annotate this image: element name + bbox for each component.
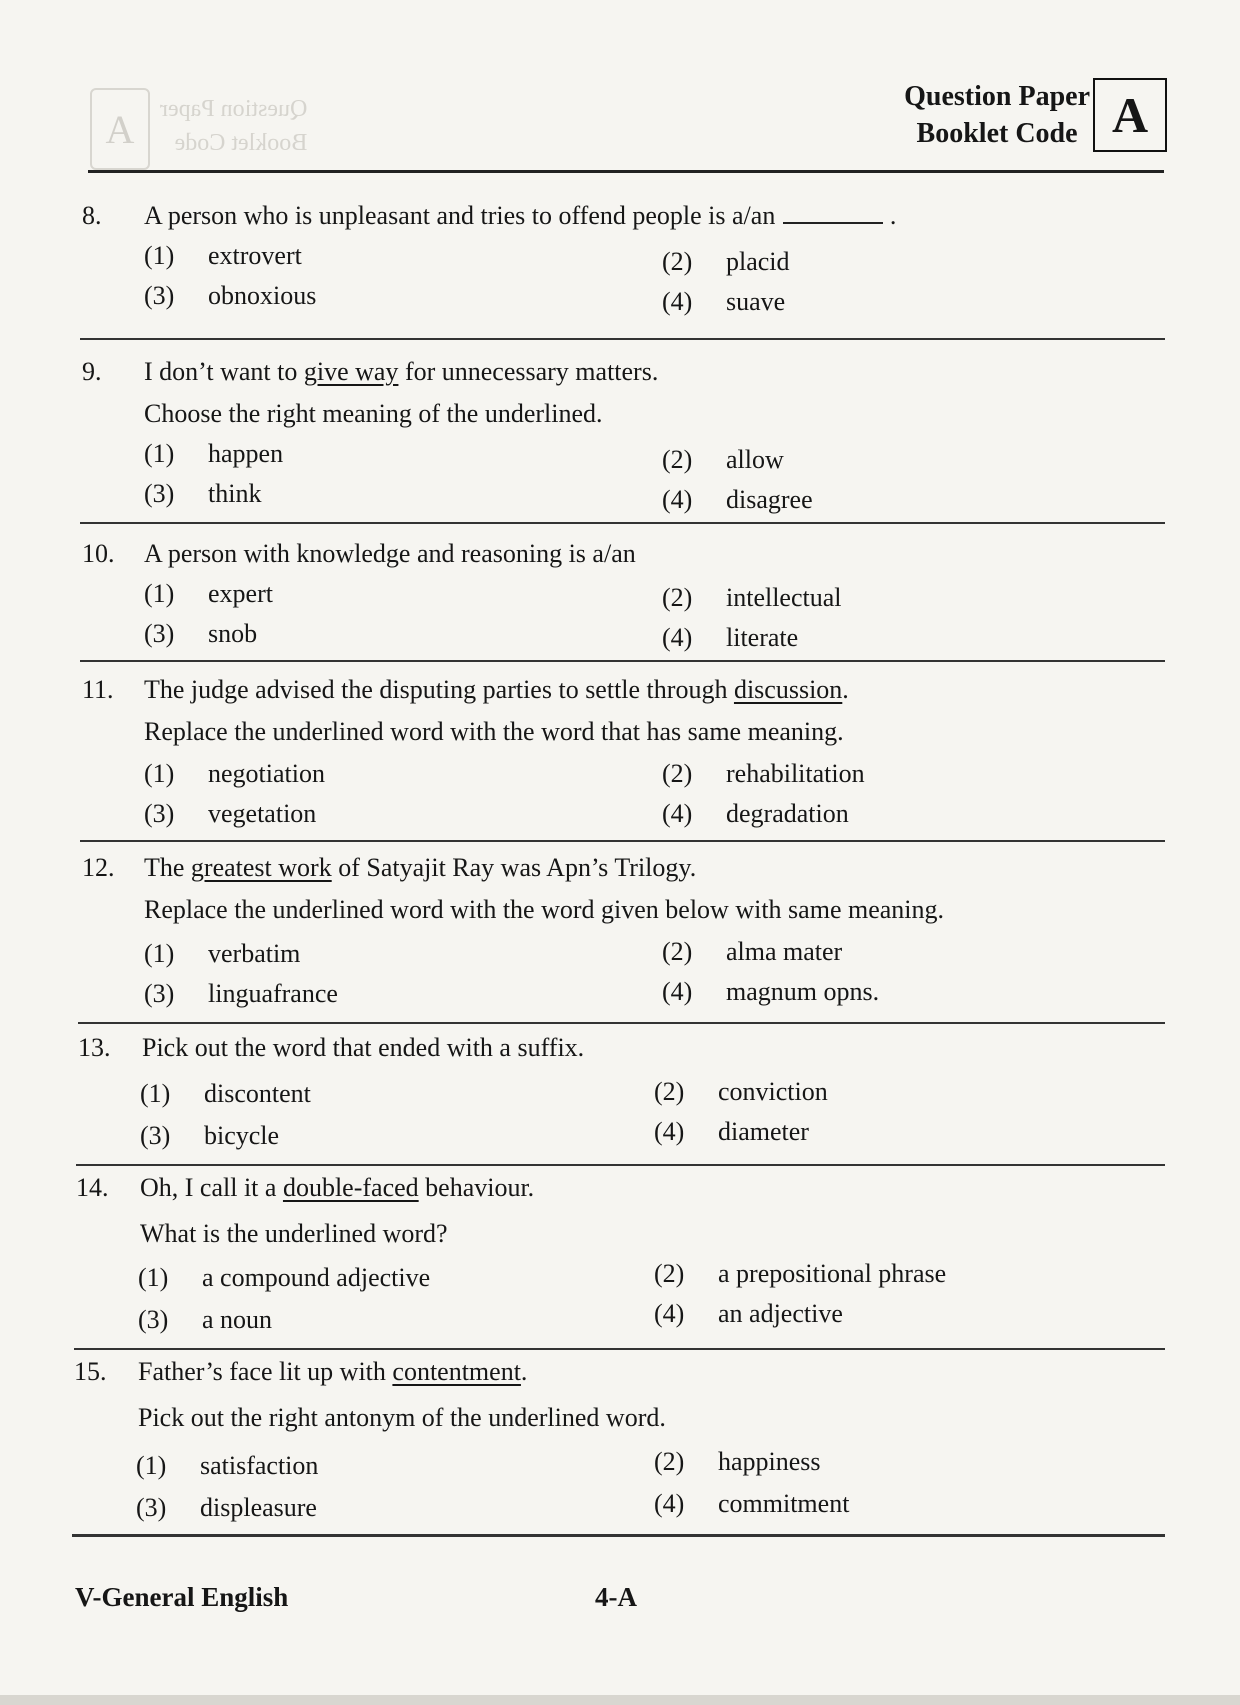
option-text: degradation xyxy=(726,799,849,828)
option-text: displeasure xyxy=(200,1493,317,1522)
option-text: placid xyxy=(726,247,790,276)
question-number: 12. xyxy=(82,853,115,882)
question-divider xyxy=(80,840,1165,842)
question-stem xyxy=(144,670,1144,710)
option-2[interactable] xyxy=(662,578,842,618)
stem-part: The xyxy=(144,853,191,882)
question-divider xyxy=(74,1348,1165,1350)
option-3[interactable] xyxy=(144,614,257,654)
question-number: 15. xyxy=(74,1357,107,1386)
option-label: (2) xyxy=(654,1447,685,1476)
question-number: 10. xyxy=(82,539,115,568)
booklet-code-box: A xyxy=(1093,78,1167,152)
option-text: extrovert xyxy=(208,241,302,270)
option-text: conviction xyxy=(718,1077,828,1106)
option-label: (1) xyxy=(144,579,175,608)
option-text: linguafrance xyxy=(208,979,338,1008)
option-label: (4) xyxy=(654,1117,685,1146)
option-label: (3) xyxy=(144,479,175,508)
option-text: intellectual xyxy=(726,583,842,612)
option-text: allow xyxy=(726,445,784,474)
option-text: happiness xyxy=(718,1447,821,1476)
question-divider xyxy=(80,338,1165,340)
option-label: (1) xyxy=(144,759,175,788)
option-3[interactable] xyxy=(140,1116,279,1156)
option-label: (1) xyxy=(144,241,175,270)
option-label: (1) xyxy=(140,1079,171,1108)
option-text: negotiation xyxy=(208,759,325,788)
option-2[interactable] xyxy=(662,440,784,480)
question-instruction: Choose the right meaning of the underlined. xyxy=(144,399,603,428)
question-divider xyxy=(72,1534,1165,1537)
option-text: a compound adjective xyxy=(202,1263,431,1292)
option-label: (3) xyxy=(136,1493,167,1522)
option-label: (2) xyxy=(654,1077,685,1106)
question-instruction: Replace the underlined word with the word given below with same meaning. xyxy=(144,895,945,924)
question-stem xyxy=(144,848,1144,888)
option-2[interactable] xyxy=(662,754,865,794)
option-3[interactable] xyxy=(144,794,316,834)
question-number: 13. xyxy=(78,1033,111,1062)
option-3[interactable] xyxy=(144,276,316,316)
question-stem: A person with knowledge and reasoning is a/an xyxy=(144,539,636,568)
option-label: (4) xyxy=(662,485,693,514)
option-label: (1) xyxy=(138,1263,169,1292)
option-label: (2) xyxy=(662,445,693,474)
question-number: 14. xyxy=(76,1173,109,1202)
header-divider xyxy=(88,170,1164,173)
stem-part: The judge advised the disputing parties to settle through xyxy=(144,675,734,704)
option-2[interactable] xyxy=(654,1072,828,1112)
question-instruction: Pick out the right antonym of the underlined word. xyxy=(138,1403,666,1432)
option-1[interactable] xyxy=(144,934,300,974)
question-stem: Pick out the word that ended with a suffix. xyxy=(142,1033,585,1062)
option-4[interactable] xyxy=(654,1484,849,1524)
option-1[interactable] xyxy=(144,574,273,614)
option-label: (2) xyxy=(654,1259,685,1288)
option-label: (1) xyxy=(144,439,175,468)
option-label: (3) xyxy=(144,799,175,828)
option-label: (2) xyxy=(662,583,693,612)
option-4[interactable] xyxy=(662,618,798,658)
option-text: commitment xyxy=(718,1489,850,1518)
option-label: (4) xyxy=(662,799,693,828)
option-4[interactable] xyxy=(662,282,785,322)
option-1[interactable] xyxy=(144,236,302,276)
underlined-phrase: greatest work xyxy=(190,853,332,882)
option-text: magnum opns. xyxy=(726,977,880,1006)
question-instruction: Replace the underlined word with the word that has same meaning. xyxy=(144,717,844,746)
question-stem xyxy=(140,1168,1140,1208)
answer-blank xyxy=(783,202,883,224)
page-bottom-edge xyxy=(0,1695,1240,1705)
option-label: (2) xyxy=(662,759,693,788)
option-text: verbatim xyxy=(208,939,301,968)
question-instruction: What is the underlined word? xyxy=(140,1219,448,1248)
question-stem xyxy=(144,352,1144,392)
question-number: 8. xyxy=(82,201,102,230)
booklet-code-label-line2: Booklet Code xyxy=(916,118,1078,149)
question-divider xyxy=(80,660,1165,662)
bleed-through-text: Question Paper Booklet Code xyxy=(160,96,308,156)
option-label: (1) xyxy=(144,939,175,968)
option-label: (4) xyxy=(662,977,693,1006)
option-3[interactable] xyxy=(144,974,338,1014)
option-1[interactable] xyxy=(144,434,283,474)
question-divider xyxy=(78,1022,1165,1024)
option-text: an adjective xyxy=(718,1299,843,1328)
option-3[interactable] xyxy=(138,1300,272,1340)
option-3[interactable] xyxy=(144,474,261,514)
option-text: a noun xyxy=(202,1305,273,1334)
option-label: (3) xyxy=(138,1305,169,1334)
option-4[interactable] xyxy=(654,1112,809,1152)
faded-logo-icon: A xyxy=(90,88,150,170)
option-label: (2) xyxy=(662,247,693,276)
option-4[interactable] xyxy=(654,1294,843,1334)
option-4[interactable] xyxy=(662,794,849,834)
stem-part: . xyxy=(842,675,849,704)
stem-part: Oh, I call it a xyxy=(140,1173,283,1202)
booklet-code-label-line1: Question Paper xyxy=(904,81,1090,112)
option-1[interactable] xyxy=(140,1074,311,1114)
question-number: 11. xyxy=(82,675,114,704)
question-divider xyxy=(80,522,1165,524)
question-number: 9. xyxy=(82,357,102,386)
option-1[interactable] xyxy=(138,1258,430,1298)
page-header xyxy=(0,0,1240,180)
stem-part: I don’t want to xyxy=(144,357,304,386)
option-text: vegetation xyxy=(208,799,317,828)
option-label: (1) xyxy=(136,1451,167,1480)
stem-part: for unnecessary matters. xyxy=(398,357,659,386)
question-stem-text: A person who is unpleasant and tries to offend people is a/an xyxy=(144,201,776,230)
option-text: snob xyxy=(208,619,258,648)
option-text: obnoxious xyxy=(208,281,317,310)
option-text: happen xyxy=(208,439,284,468)
option-text: a prepositional phrase xyxy=(718,1259,947,1288)
underlined-phrase: contentment xyxy=(392,1357,521,1386)
option-text: think xyxy=(208,479,262,508)
option-label: (4) xyxy=(654,1299,685,1328)
option-label: (3) xyxy=(144,619,175,648)
option-label: (3) xyxy=(144,979,175,1008)
option-label: (4) xyxy=(662,623,693,652)
stem-part: behaviour. xyxy=(418,1173,535,1202)
stem-part: of Satyajit Ray was Apn’s Trilogy. xyxy=(331,853,697,882)
option-label: (4) xyxy=(654,1489,685,1518)
option-3[interactable] xyxy=(136,1488,317,1528)
option-label: (3) xyxy=(144,281,175,310)
footer-subject: V-General English xyxy=(75,1582,289,1612)
option-text: alma mater xyxy=(726,937,843,966)
option-text: diameter xyxy=(718,1117,809,1146)
option-text: disagree xyxy=(726,485,813,514)
option-1[interactable] xyxy=(136,1446,318,1486)
option-label: (2) xyxy=(662,937,693,966)
option-4[interactable] xyxy=(662,480,813,520)
stem-part: . xyxy=(520,1357,528,1386)
option-4[interactable] xyxy=(662,972,879,1012)
option-label: (3) xyxy=(140,1121,171,1150)
question-stem: A person who is unpleasant and tries to offend people is a/an . xyxy=(144,201,897,230)
option-text: satisfaction xyxy=(200,1451,319,1480)
option-text: bicycle xyxy=(204,1121,280,1150)
booklet-code-label xyxy=(904,78,1090,152)
stem-part: Father’s face lit up with xyxy=(138,1357,393,1386)
footer-page-number: 4-A xyxy=(595,1582,637,1612)
underlined-phrase: give way xyxy=(303,357,399,386)
option-2[interactable] xyxy=(662,242,790,282)
option-text: suave xyxy=(726,287,786,316)
question-divider xyxy=(76,1164,1165,1166)
underlined-phrase: double-faced xyxy=(282,1173,419,1202)
option-2[interactable] xyxy=(654,1254,946,1294)
option-text: rehabilitation xyxy=(726,759,865,788)
option-1[interactable] xyxy=(144,754,325,794)
option-label: (4) xyxy=(662,287,693,316)
underlined-phrase: discussion xyxy=(733,675,843,704)
option-text: expert xyxy=(208,579,273,608)
option-2[interactable] xyxy=(662,932,842,972)
option-2[interactable] xyxy=(654,1442,821,1482)
option-text: literate xyxy=(726,623,799,652)
option-text: discontent xyxy=(204,1079,311,1108)
question-stem xyxy=(138,1352,1138,1392)
